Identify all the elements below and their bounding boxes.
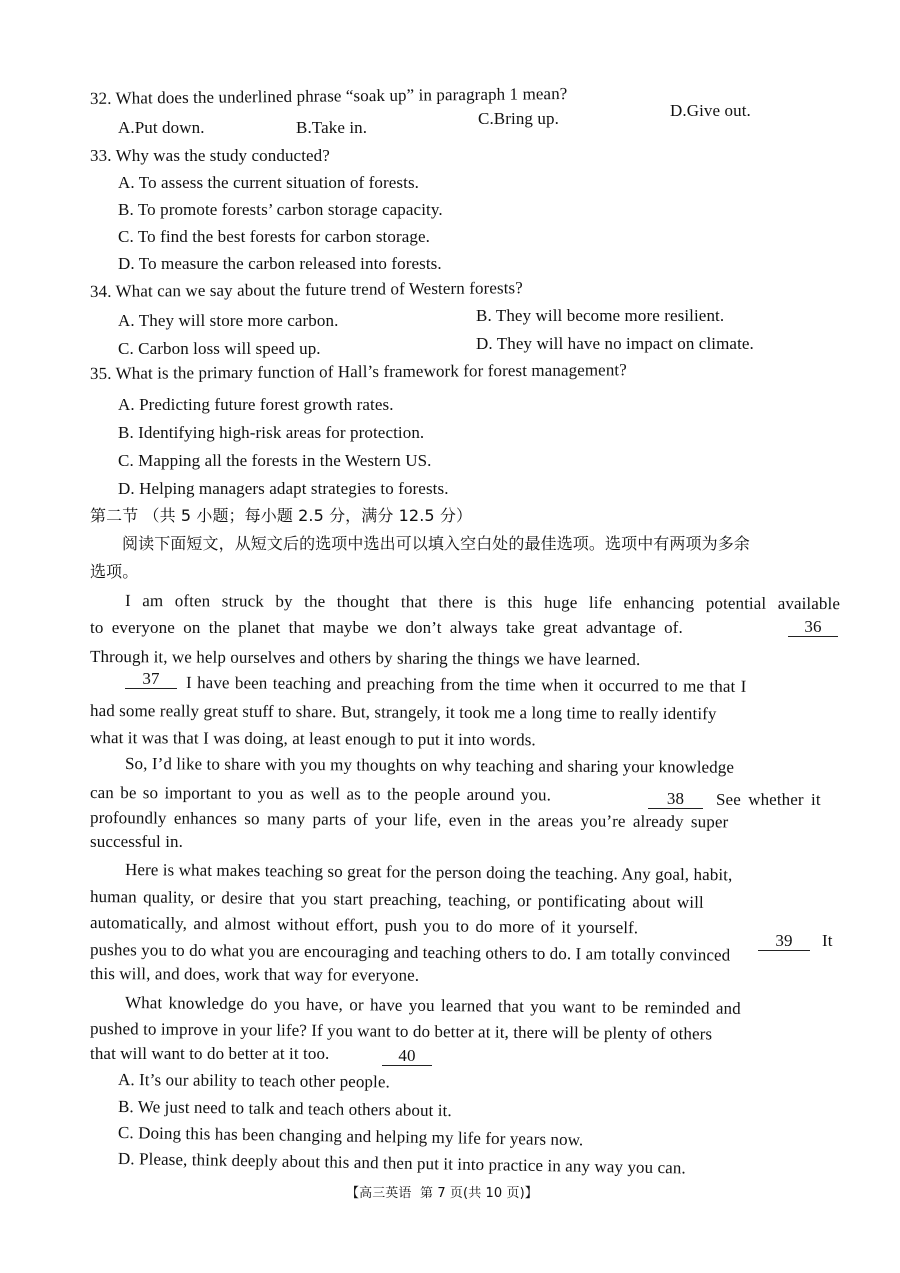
option-letter: A.	[118, 395, 135, 414]
passage-text: had some really great stuff to share. But, strangely, it took me a long time to really identify	[89, 701, 717, 724]
page-footer	[346, 1183, 538, 1205]
passage-text: this will, and does, work that way for everyone.	[89, 964, 420, 985]
section-instruction-cont	[90, 561, 138, 583]
instruction-text: 选项。	[90, 562, 139, 581]
blank-number[interactable]: 38	[648, 790, 703, 809]
question-34	[90, 277, 523, 303]
passage-p5-line3	[90, 1043, 329, 1065]
passage-p3-line2b	[716, 789, 821, 811]
choice-b	[118, 1096, 452, 1122]
section-scoring: （共 5 小题；每小题 2.5 分，满分 12.5 分）	[143, 506, 473, 525]
passage-text: It	[822, 931, 833, 950]
option-text: To find the best forests for carbon storage.	[137, 227, 430, 246]
option-35-a	[118, 394, 394, 416]
passage-p3-line3	[90, 807, 728, 833]
option-32-d	[670, 100, 751, 122]
option-letter: C.	[118, 451, 134, 470]
passage-p2-line1	[186, 672, 747, 698]
choice-letter: A.	[117, 1070, 135, 1090]
passage-text: pushed to improve in your life? If you want to do better at it, there will be plenty of others	[89, 1019, 713, 1044]
passage-p4-line3b	[822, 930, 833, 952]
passage-text: can be so important to you as well as to the people around you.	[89, 783, 552, 805]
choice-text: Doing this has been changing and helping my life for years now.	[138, 1123, 584, 1150]
choice-text: We just need to talk and teach others about it.	[137, 1097, 452, 1121]
option-35-b	[118, 422, 424, 444]
option-letter: A.	[118, 173, 135, 192]
passage-p4-line3	[90, 912, 638, 939]
passage-text: Here is what makes teaching so great for the person doing the teaching. Any goal, habit,	[124, 860, 733, 885]
passage-p2-line3	[90, 727, 536, 751]
option-35-d	[118, 478, 449, 500]
option-35-c	[118, 450, 432, 472]
footer-subject: 【高三英语	[346, 1186, 412, 1201]
option-letter: D.	[476, 334, 493, 353]
passage-text: pushes you to do what you are encouraging and teaching others to do. I am totally convinced	[89, 940, 731, 965]
choice-c	[118, 1122, 584, 1151]
passage-text: I have been teaching and preaching from the time when it occurred to me that I	[185, 673, 747, 696]
passage-text: what it was that I was doing, at least enough to put it into words.	[89, 728, 536, 750]
passage-p4-line5	[90, 963, 419, 987]
section-instruction	[122, 533, 750, 555]
passage-text: profoundly enhances so many parts of your life, even in the areas you’re already super	[89, 808, 729, 832]
question-33	[90, 145, 330, 167]
question-text: Why was the study conducted?	[115, 146, 330, 165]
option-text: Carbon loss will speed up.	[138, 339, 321, 358]
option-32-c	[478, 108, 559, 130]
option-text: Mapping all the forests in the Western US.	[138, 451, 432, 470]
option-letter: A.	[118, 118, 135, 137]
option-text: They will become more resilient.	[495, 306, 725, 325]
option-letter: D.	[670, 101, 687, 120]
passage-p3-line4	[90, 831, 183, 853]
passage-p3-line2	[90, 782, 551, 806]
option-letter: D.	[118, 479, 135, 498]
question-text: What does the underlined phrase “soak up” in paragraph 1 mean?	[115, 84, 568, 108]
option-34-a	[118, 310, 338, 332]
passage-text: automatically, and almost without effort, push you to do more of it yourself.	[89, 913, 639, 938]
question-number: 33.	[90, 146, 112, 165]
option-text: Predicting future forest growth rates.	[139, 395, 394, 414]
option-text: Give out.	[686, 101, 751, 120]
option-34-d	[476, 333, 754, 355]
passage-text: I am often struck by the thought that there is this huge life enhancing potential available	[124, 591, 841, 614]
choice-text: Please, think deeply about this and then put it into practice in any way you can.	[138, 1149, 686, 1178]
section-title: 第二节	[90, 506, 139, 525]
option-letter: D.	[118, 254, 135, 273]
option-text: Bring up.	[493, 109, 559, 128]
passage-p2-line2	[90, 700, 717, 725]
option-33-d	[118, 253, 442, 275]
option-34-c	[118, 338, 321, 360]
question-text: What is the primary function of Hall’s framework for forest management?	[115, 360, 627, 383]
option-letter: C.	[478, 109, 494, 128]
blank-38[interactable]	[648, 788, 703, 810]
blank-37[interactable]	[125, 668, 177, 690]
question-35	[90, 359, 627, 385]
blank-39[interactable]	[758, 930, 810, 952]
option-text: To measure the carbon released into forests.	[138, 254, 442, 273]
footer-page-number: 第 7 页(共 10 页)】	[419, 1186, 538, 1201]
option-32-a	[118, 117, 205, 139]
choice-text: It’s our ability to teach other people.	[139, 1070, 390, 1092]
blank-number[interactable]: 40	[382, 1047, 432, 1066]
question-number: 32.	[89, 88, 112, 108]
passage-text: that will want to do better at it too.	[90, 1044, 330, 1063]
passage-p5-line2	[90, 1018, 712, 1045]
option-letter: A.	[118, 311, 135, 330]
blank-36[interactable]	[788, 616, 838, 638]
option-text: To assess the current situation of forests.	[138, 173, 420, 192]
option-34-b	[476, 305, 724, 327]
blank-number[interactable]: 37	[125, 670, 177, 689]
passage-p5-line1	[125, 992, 741, 1020]
passage-p4-line2	[90, 886, 704, 914]
passage-text: What knowledge do you have, or have you learned that you want to be reminded and	[124, 993, 741, 1018]
option-letter: C.	[118, 339, 134, 358]
option-33-b	[118, 199, 443, 221]
passage-text: See whether it	[716, 790, 821, 809]
blank-number[interactable]: 39	[758, 932, 810, 951]
choice-letter: D.	[117, 1149, 135, 1169]
instruction-text: 阅读下面短文，从短文后的选项中选出可以填入空白处的最佳选项。选项中有两项为多余	[122, 534, 750, 553]
question-32	[90, 83, 568, 110]
option-text: Identifying high-risk areas for protection.	[138, 423, 425, 442]
option-letter: B.	[476, 306, 492, 325]
option-letter: B.	[118, 423, 134, 442]
passage-p3-line1	[125, 753, 734, 779]
option-text: They will have no impact on climate.	[496, 334, 754, 353]
option-32-b	[296, 117, 367, 139]
passage-text: to everyone on the planet that maybe we don’t always take great advantage of.	[90, 618, 683, 637]
option-33-a	[118, 172, 419, 194]
passage-p1-line1	[125, 590, 840, 615]
question-number: 34.	[89, 281, 112, 301]
question-text: What can we say about the future trend of Western forests?	[115, 278, 523, 301]
option-text: They will store more carbon.	[138, 311, 339, 330]
question-number: 35.	[89, 363, 112, 383]
option-letter: B.	[296, 118, 312, 137]
option-33-c	[118, 226, 430, 248]
choice-letter: B.	[117, 1097, 134, 1117]
blank-40[interactable]	[382, 1045, 432, 1067]
passage-text: successful in.	[90, 832, 183, 851]
choice-d	[118, 1148, 686, 1179]
option-letter: B.	[118, 200, 134, 219]
passage-p4-line1	[125, 859, 733, 886]
option-letter: C.	[118, 227, 134, 246]
passage-text: Through it, we help ourselves and others by sharing the things we have learned.	[89, 647, 641, 669]
passage-text: human quality, or desire that you start preaching, teaching, or pontificating about will	[89, 887, 704, 912]
passage-text: So, I’d like to share with you my thoughts on why teaching and sharing your knowledge	[124, 754, 735, 777]
passage-p4-line4	[90, 939, 730, 967]
option-text: Take in.	[311, 118, 368, 137]
option-text: Put down.	[134, 118, 205, 137]
section-heading	[90, 505, 472, 527]
option-text: Helping managers adapt strategies to forests.	[139, 479, 449, 498]
blank-number[interactable]: 36	[788, 618, 838, 637]
passage-p1-line2	[90, 617, 683, 639]
choice-a	[118, 1069, 390, 1093]
choice-letter: C.	[117, 1123, 134, 1143]
option-text: To promote forests’ carbon storage capacity.	[137, 200, 443, 219]
